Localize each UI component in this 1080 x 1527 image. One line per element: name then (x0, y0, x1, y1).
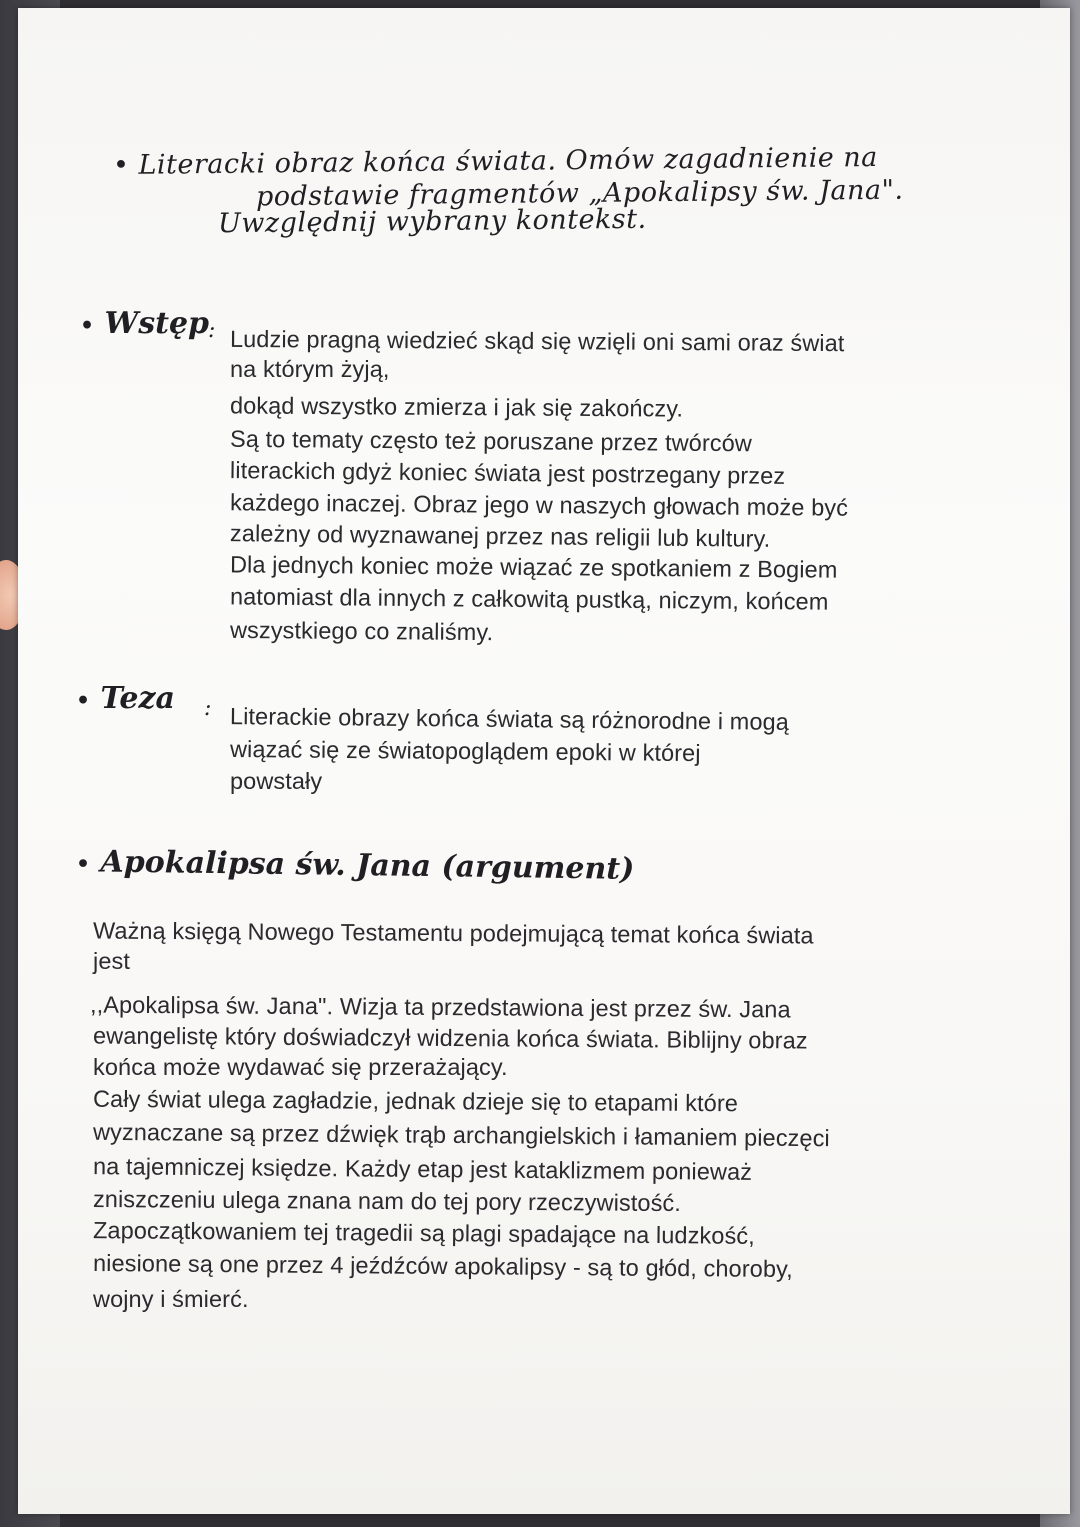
wstep-line: literackich gdyż koniec świata jest postrzegany przez (229, 457, 786, 489)
teza-line: wiązać się ze światopoglądem epoki w której (229, 735, 701, 767)
wstep-label (80, 306, 209, 341)
teza-label (76, 681, 175, 716)
argument-line: Ważną księgą Nowego Testamentu podejmującą temat końca świata (92, 917, 814, 949)
argument-line: jest (93, 948, 130, 974)
bullet-icon: • (80, 313, 95, 339)
argument-line: wyznaczane są przez dźwięk trąb archangielskich i łamaniem pieczęci (92, 1118, 830, 1152)
argument-line: ewangelistę który doświadczył widzenia końca świata. Biblijny obraz (92, 1022, 808, 1054)
argument-line: Cały świat ulega zagładzie, jednak dzieje się to etapami które (92, 1085, 739, 1117)
argument-line: końca może wydawać się przerażający. (93, 1054, 508, 1080)
argument-line: niesione są one przez 4 jeźdźców apokalipsy - są to głód, choroby, (92, 1249, 793, 1283)
wstep-line: dokąd wszystko zmierza i jak się zakończy. (229, 392, 684, 422)
wstep-line: Są to tematy często też poruszane przez twórców (229, 425, 753, 457)
argument-line: na tajemniczej księdze. Każdy etap jest kataklizmem ponieważ (92, 1153, 753, 1185)
wstep-line: Dla jednych koniec może wiązać ze spotkaniem z Bogiem (229, 551, 838, 583)
bullet-icon: • (75, 851, 91, 878)
argument-line: ,,Apokalipsa św. Jana". Wizja ta przedstawiona jest przez św. Jana (89, 991, 791, 1023)
argument-line: wojny i śmierć. (93, 1286, 249, 1312)
wstep-label-text: Wstęp (104, 306, 210, 341)
bullet-icon: • (76, 688, 91, 714)
teza-label-text: Teza (100, 681, 175, 716)
title-line-3: Uwzględnij wybrany kontekst. (217, 203, 647, 240)
title-line-2: podstawie fragmentów „Apokalipsy św. Jana". (255, 174, 904, 213)
teza-line: powstały (230, 768, 323, 794)
wstep-line: na którym żyją, (230, 356, 390, 382)
wstep-line: natomiast dla innych z całkowitą pustką, niczym, końcem (229, 583, 829, 615)
teza-line: Literackie obrazy końca świata są różnorodne i mogą (229, 703, 790, 735)
wstep-colon: : (208, 318, 216, 343)
argument-heading (76, 844, 635, 887)
paper-sheet (18, 8, 1070, 1514)
wstep-line: wszystkiego co znaliśmy. (229, 616, 494, 646)
argument-line: zniszczeniu ulega znana nam do tej pory rzeczywistość. (92, 1185, 682, 1217)
wstep-line: każdego inaczej. Obraz jego w naszych głowach może być (229, 489, 849, 521)
argument-line: Zapoczątkowaniem tej tragedii są plagi spadające na ludzkość, (92, 1217, 755, 1249)
title-line-1: • Literacki obraz końca świata. Omów zagadnienie na (112, 141, 878, 182)
wstep-line: Ludzie pragną wiedzieć skąd się wzięli oni sami oraz świat (229, 325, 845, 357)
teza-colon: : (204, 696, 212, 721)
argument-heading-text: Apokalipsa św. Jana (argument) (100, 844, 635, 887)
wstep-line: zależny od wyznawanej przez nas religii lub kultury. (229, 520, 771, 552)
